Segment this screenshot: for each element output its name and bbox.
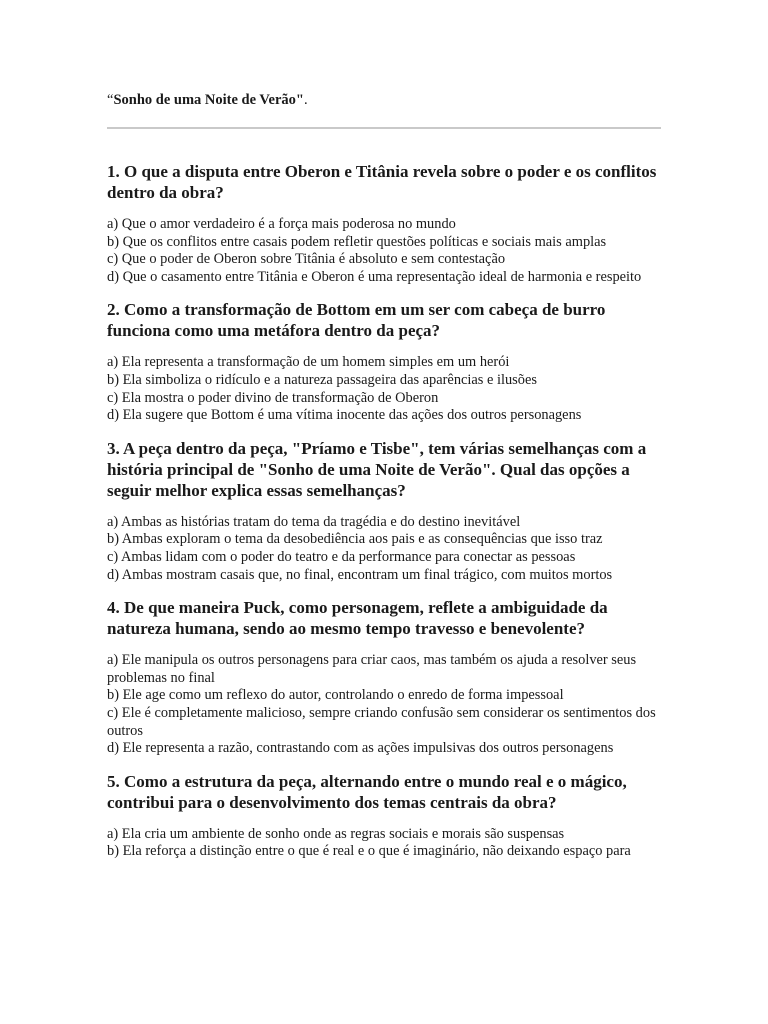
- answer-option: d) Ele representa a razão, contrastando com as ações impulsivas dos outros personagens: [107, 740, 614, 757]
- answer-option: d) Que o casamento entre Titânia e Oberon é uma representação ideal de harmonia e respeito: [107, 268, 642, 285]
- question-text: 5. Como a estrutura da peça, alternando entre o mundo real e o mágico, contribui para o desenvolvimento dos temas centrais da obra?: [107, 771, 627, 812]
- answer-option: a) Que o amor verdadeiro é a força mais poderosa no mundo: [107, 216, 456, 232]
- answer-options: [107, 514, 663, 584]
- answer-option: d) Ela sugere que Bottom é uma vítima inocente das ações dos outros personagens: [107, 407, 582, 424]
- answer-option: a) Ela cria um ambiente de sonho onde as regras sociais e morais são suspensas: [107, 825, 565, 842]
- answer-option: b) Ele age como um reflexo do autor, controlando o enredo de forma impessoal: [107, 687, 564, 704]
- question-text: 3. A peça dentro da peça, "Príamo e Tisbe", tem várias semelhanças com a história principal de "Sonho de uma Noite de Verão". Qual das opções a seguir melhor explica essas semelhanças?: [107, 438, 647, 500]
- answer-option: b) Ela simboliza o ridículo e a natureza passageira das aparências e ilusões: [107, 371, 537, 388]
- question-text: 4. De que maneira Puck, como personagem, reflete a ambiguidade da natureza humana, sendo ao mesmo tempo travesso e benevolente?: [107, 598, 608, 639]
- title-period: .: [303, 92, 308, 108]
- answer-option: c) Ela mostra o poder divino de transformação de Oberon: [107, 389, 439, 406]
- answer-options: [107, 354, 663, 424]
- document-title: [107, 91, 308, 109]
- question-text: 2. Como a transformação de Bottom em um ser com cabeça de burro funciona como uma metáfora dentro da peça?: [107, 300, 606, 341]
- question-4: [107, 597, 663, 758]
- answer-option: b) Que os conflitos entre casais podem refletir questões políticas e sociais mais amplas: [107, 233, 607, 250]
- answer-options: [107, 652, 663, 758]
- question-text: 1. O que a disputa entre Oberon e Titânia revela sobre o poder e os conflitos dentro da obra?: [107, 162, 657, 202]
- answer-option: c) Ele é completamente malicioso, sempre criando confusão sem considerar os sentimentos dos outros: [107, 704, 656, 739]
- horizontal-divider: [107, 127, 661, 129]
- answer-option: c) Que o poder de Oberon sobre Titânia é absoluto e sem contestação: [107, 251, 506, 268]
- question-5: [107, 771, 663, 861]
- title-text: Sonho de uma Noite de Verão": [113, 92, 304, 108]
- question-1: [107, 161, 663, 286]
- question-list: [107, 161, 663, 874]
- answer-option: b) Ambas exploram o tema da desobediência aos pais e as consequências que isso traz: [107, 531, 603, 548]
- answer-option: a) Ele manipula os outros personagens para criar caos, mas também os ajuda a resolver seus problemas no final: [107, 652, 637, 686]
- answer-options: [107, 216, 663, 286]
- answer-option: b) Ela reforça a distinção entre o que é real e o que é imaginário, não deixando espaço para: [107, 843, 631, 860]
- question-2: [107, 299, 663, 424]
- answer-option: d) Ambas mostram casais que, no final, encontram um final trágico, com muitos mortos: [107, 566, 613, 583]
- question-3: [107, 438, 663, 584]
- answer-options: [107, 826, 663, 861]
- answer-option: c) Ambas lidam com o poder do teatro e da performance para conectar as pessoas: [107, 548, 576, 565]
- answer-option: a) Ambas as histórias tratam do tema da tragédia e do destino inevitável: [107, 513, 521, 530]
- answer-option: a) Ela representa a transformação de um homem simples em um herói: [107, 354, 510, 371]
- title-open-quote: “: [107, 92, 114, 108]
